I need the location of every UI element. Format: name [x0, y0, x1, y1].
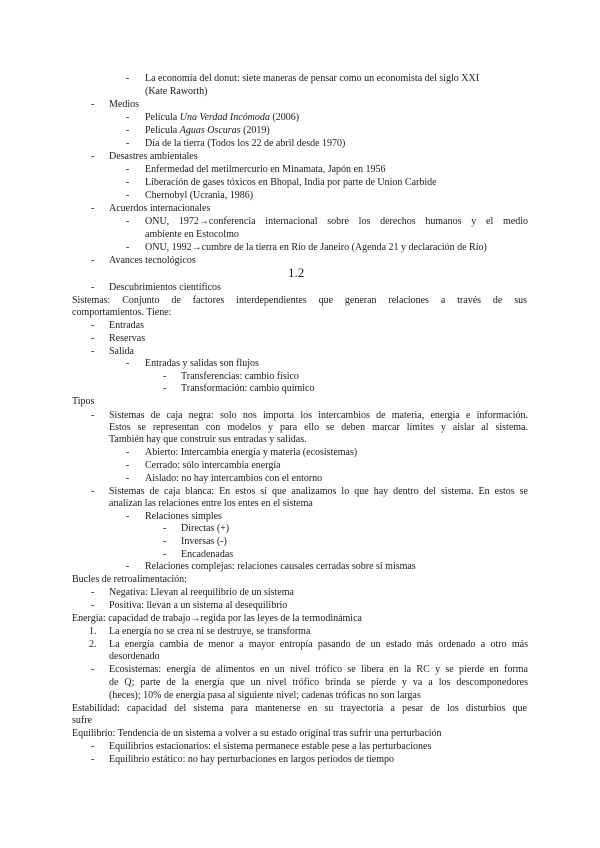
bullet-dash: - [163, 549, 167, 560]
bullet-dash: - [91, 151, 95, 162]
text-line: comportamientos. Tiene: [72, 307, 172, 318]
bullet-dash: - [163, 523, 167, 534]
bullet-dash: - [163, 371, 167, 382]
bullet-dash: - [91, 587, 95, 598]
text-line: Equilibrio estático: no hay perturbaciones en largos períodos de tiempo [109, 754, 395, 765]
bullet-dash: - [126, 216, 130, 227]
bullet-dash: - [163, 383, 167, 394]
text-line: Positiva: llevan a un sistema al desequilibrio [109, 600, 288, 611]
text-line: Directas (+) [181, 523, 230, 534]
text-line: Entradas y salidas son flujos [145, 358, 259, 369]
bullet-dash: - [91, 255, 95, 266]
text-line: Día de la tierra (Todos los 22 de abril desde 1970) [145, 138, 346, 149]
bullet-dash: - [126, 561, 130, 572]
bullet-dash: - [91, 99, 95, 110]
bullet-dash: - [126, 125, 130, 136]
text-line: (heces); 10% de energía pasa al siguiente nivel; cadenas tróficas no son largas [109, 690, 421, 701]
text-line: Medios [109, 99, 139, 110]
bullet-dash: - [91, 203, 95, 214]
text-line: También hay que construir sus entradas y salidas. [109, 434, 307, 445]
bullet-dash: - [91, 486, 95, 497]
text-line: Salida [109, 346, 134, 357]
text-line: Enfermedad del metilmercurio en Minamata, Japón en 1956 [145, 164, 386, 175]
text-line: La economía del donut: siete maneras de pensar como un economista del siglo XXI [145, 73, 480, 84]
text-span: Película [145, 112, 180, 123]
text-line: desordenado [109, 651, 160, 662]
text-line [145, 112, 299, 124]
text-span: (2006) [269, 112, 300, 123]
text-line: Cerrado: sólo intercambia energía [145, 460, 281, 471]
text-line: Tipos [72, 396, 95, 407]
text-line: Abierto: Intercambia energía y materia (ecosistemas) [145, 447, 358, 458]
bullet-dash: - [126, 242, 130, 253]
bullet-dash: - [126, 73, 130, 84]
text-line: Avances tecnológicos [109, 255, 196, 266]
text-line [145, 125, 270, 137]
text-line: Aislado: no hay intercambios con el entorno [145, 473, 323, 484]
bullet-dash: - [126, 190, 130, 201]
text-line: Estabilidad: capacidad del sistema para mantenerse en su trayectoria a pesar de los disturbios que [72, 703, 527, 714]
bullet-dash: - [91, 410, 95, 421]
text-line: Ecosistemas: energía de alimentos en un nivel trófico se libera en la RC y se pierde en forma [109, 664, 528, 675]
bullet-dash: - [91, 600, 95, 611]
text-line: Equilibrio: Tendencia de un sistema a volver a su estado original tras sufrir una perturbación [72, 728, 442, 739]
bullet-dash: - [91, 320, 95, 331]
text-line: Relaciones complejas: relaciones causales cerradas sobre sí mismas [145, 561, 416, 572]
bullet-dash: - [126, 138, 130, 149]
text-line: Encadenadas [181, 549, 234, 560]
text-line: Transformación: cambio químico [181, 383, 315, 394]
text-line: Relaciones simples [145, 511, 222, 522]
list-number: 2. [89, 639, 97, 650]
text-line: analizan las relaciones entre los entes en el sistema [109, 498, 313, 509]
text-line: Chernobyl (Ucrania, 1986) [145, 190, 254, 201]
text-line: ONU, 1972→conferencia internacional sobre los derechos humanos y el medio [145, 216, 528, 227]
bullet-dash: - [91, 741, 95, 752]
bullet-dash: - [126, 177, 130, 188]
text-line: sufre [72, 715, 92, 726]
list-number: 1. [89, 626, 97, 637]
bullet-dash: - [163, 536, 167, 547]
bullet-dash: - [126, 473, 130, 484]
text-line: Liberación de gases tóxicos en Bhopal, India por parte de Union Carbide [145, 177, 437, 188]
text-line: Equilibrios estacionarios: el sistema permanece estable pese a las perturbaciones [109, 741, 432, 752]
text-line: Acuerdos internacionales [109, 203, 211, 214]
bullet-dash: - [126, 164, 130, 175]
bullet-dash: - [91, 346, 95, 357]
text-line: La energía cambia de menor a mayor entropía pasando de un estado más ordenado a otro más [109, 639, 528, 650]
text-line: La energía no se crea ni se destruye, se transforma [109, 626, 311, 637]
text-span: (2019) [240, 125, 270, 136]
bullet-dash: - [126, 511, 130, 522]
film-title: Una Verdad Incómoda [179, 112, 270, 123]
text-line: Sistemas: Conjunto de factores interdependientes que generan relaciones a través de sus [72, 295, 527, 306]
text-line: Inversas (-) [181, 536, 227, 547]
bullet-dash: - [91, 754, 95, 765]
bullet-dash: - [91, 664, 95, 675]
text-line: Energía: capacidad de trabajo→regida por las leyes de la termodinámica [72, 613, 362, 624]
bullet-dash: - [91, 282, 95, 293]
text-line: Estos se representan con modelos y para ello se deben marcar límites y aislar al sistema. [109, 422, 528, 433]
text-line: (Kate Raworth) [145, 86, 208, 97]
text-line: Descubrimientos científicos [109, 282, 221, 293]
text-line: Reservas [109, 333, 146, 344]
text-line: Negativa: Llevan al reequilibrio de un sistema [109, 587, 294, 598]
text-line: Bucles de retroalimentación: [72, 574, 187, 585]
text-line: Transferencias: cambio físico [181, 371, 299, 382]
bullet-dash: - [126, 358, 130, 369]
film-title: Aguas Oscuras [179, 125, 241, 136]
bullet-dash: - [126, 460, 130, 471]
text-line: Sistemas de caja negra: solo nos importa los intercambios de materia, energía e información. [109, 410, 528, 421]
bullet-dash: - [126, 112, 130, 123]
text-line: ambiente en Estocolmo [145, 229, 239, 240]
text-span: Película [145, 125, 180, 136]
text-line: Desastres ambientales [109, 151, 198, 162]
text-line: Sistemas de caja blanca: En estos sí que analizamos lo que hay dentro del sistema. En estos se [109, 486, 528, 497]
text-line: ONU, 1992→cumbre de la tierra en Río de Janeiro (Agenda 21 y declaración de Río) [145, 242, 487, 253]
text-line: de Q; parte de la energía que un nivel trófico brinda se pierde y va a los descomponedores [109, 677, 528, 688]
text-line: Entradas [109, 320, 144, 331]
bullet-dash: - [91, 333, 95, 344]
section-number: 1.2 [288, 265, 305, 280]
bullet-dash: - [126, 447, 130, 458]
